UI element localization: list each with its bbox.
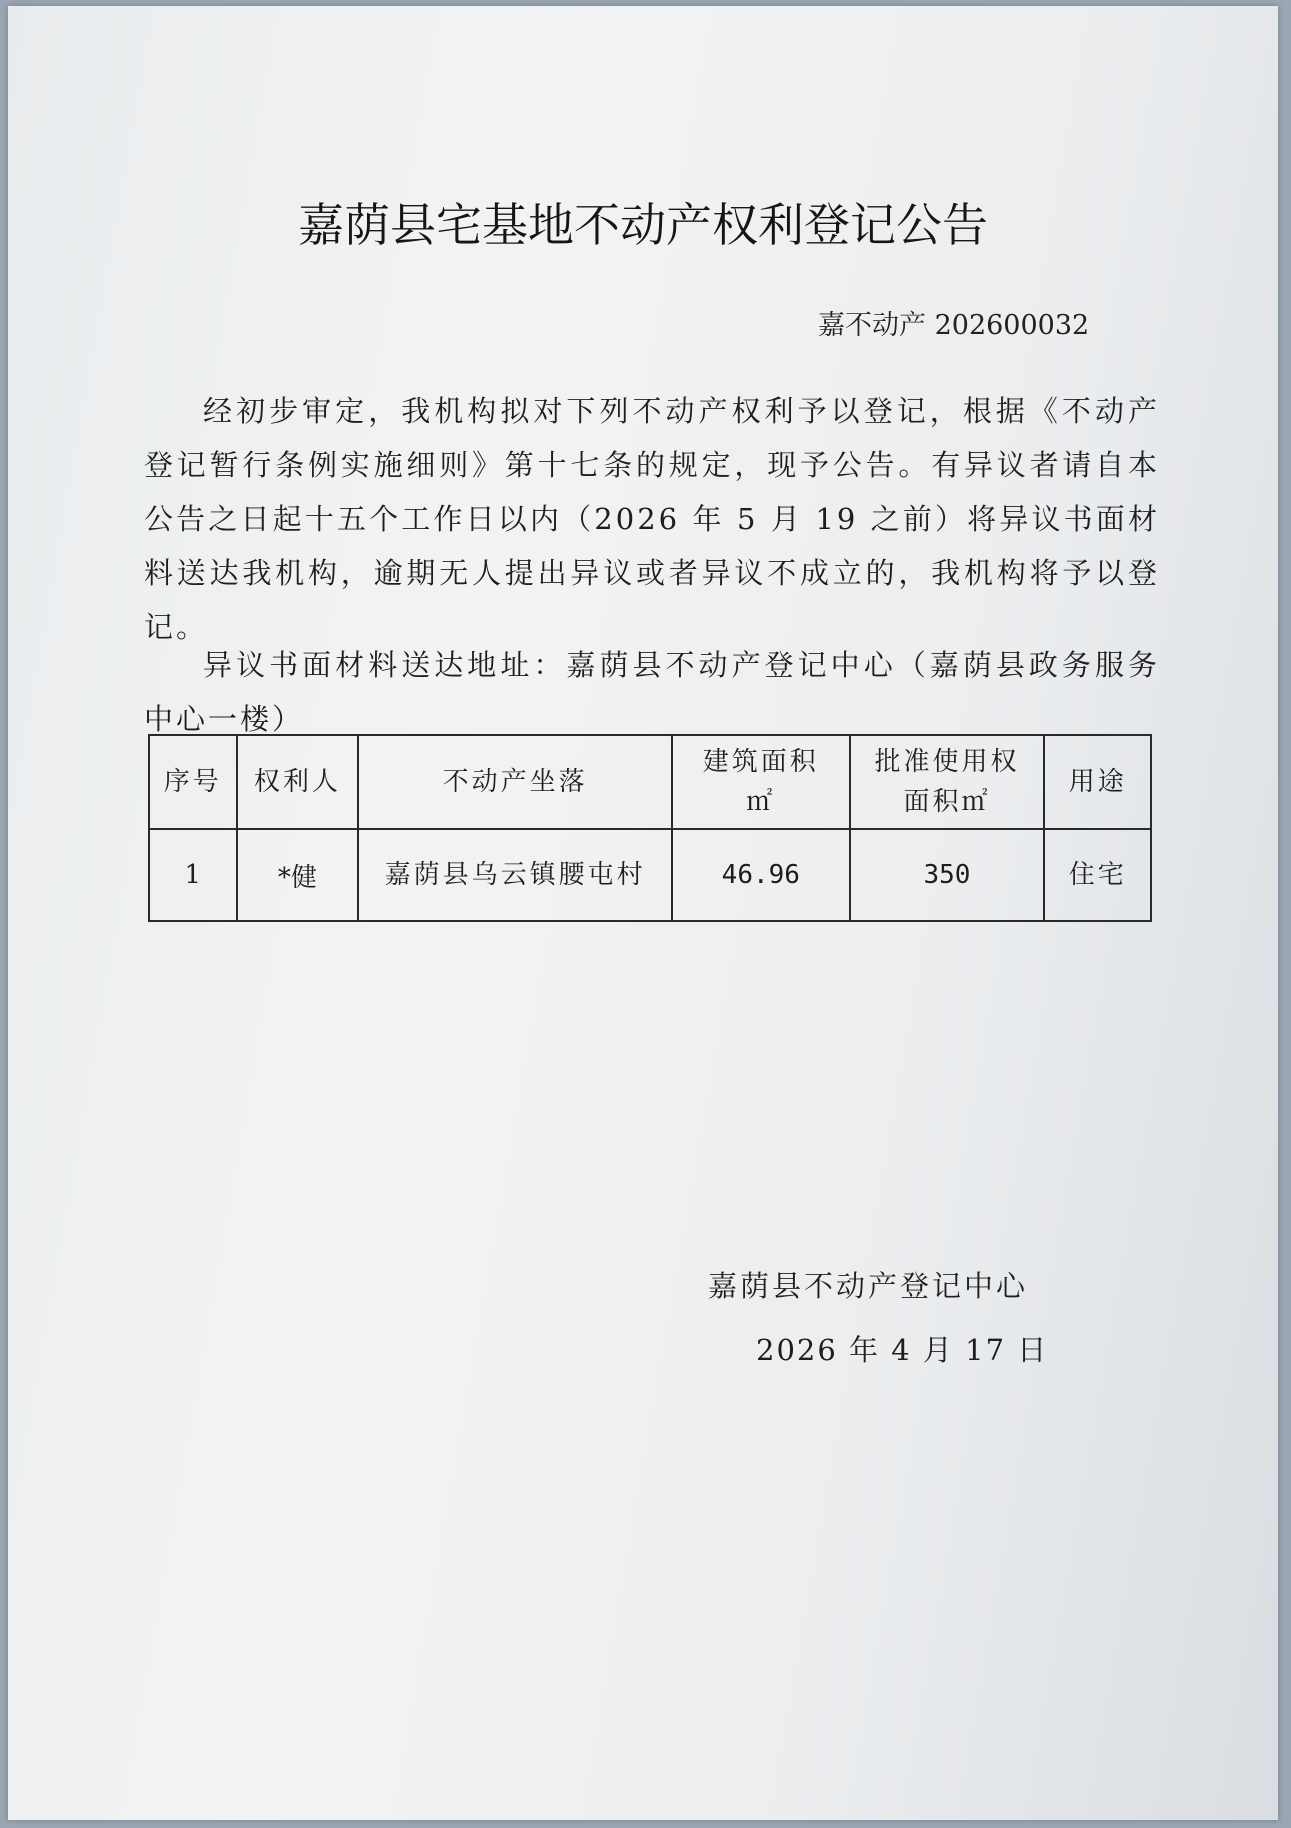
header-land-area-line1: 批准使用权 [874,747,1020,777]
header-location: 不动产坐落 [358,735,672,829]
registration-table [148,734,1152,922]
cell-seq: 1 [149,829,237,921]
cell-location: 嘉荫县乌云镇腰屯村 [358,829,672,921]
document-number: 嘉不动产 202600032 [818,310,1090,341]
cell-holder: *健 [237,829,359,921]
notice-paragraph-2-text: 异议书面材料送达地址：嘉荫县不动产登记中心（嘉荫县政务服务中心一楼） [144,648,1160,736]
header-building-area-line2: ㎡ [746,787,776,817]
table-row [149,829,1151,921]
cell-building-area: 46.96 [672,829,849,921]
header-land-area-line2: 面积㎡ [903,787,991,817]
cell-land-area: 350 [850,829,1045,921]
notice-paragraph-1-text: 经初步审定，我机构拟对下列不动产权利予以登记，根据《不动产登记暂行条例实施细则》第十七条的规定，现予公告。有异议者请自本公告之日起十五个工作日以内（2026 年 5 月 19 之前）将异议书面材料送达我机构，逾期无人提出异议或者异议不成立的，我机构将予以登记。 [144,394,1160,644]
notice-paragraph-2 [144,638,1160,746]
header-seq: 序号 [149,735,237,829]
issue-date: 2026 年 4 月 17 日 [756,1333,1049,1367]
cell-usage: 住宅 [1044,829,1151,921]
notice-paper [8,6,1278,1820]
header-usage: 用途 [1044,735,1151,829]
table-header-row [149,735,1151,829]
notice-paragraph-1 [144,384,1160,654]
notice-title: 嘉荫县宅基地不动产权利登记公告 [298,198,988,252]
header-building-area-line1: 建筑面积 [702,747,819,777]
header-land-area [850,735,1045,829]
header-building-area [672,735,849,829]
issuer-name: 嘉荫县不动产登记中心 [708,1269,1029,1303]
header-holder: 权利人 [237,735,359,829]
